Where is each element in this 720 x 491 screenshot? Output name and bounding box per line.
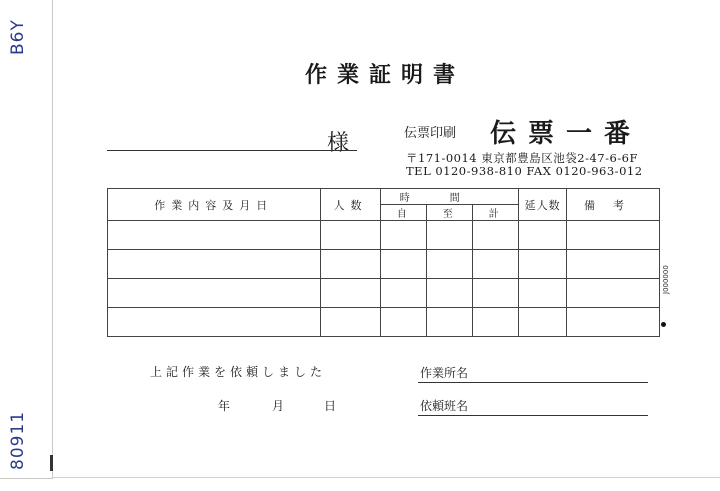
form-code-top: B6Y [8, 19, 28, 55]
table-row [108, 279, 660, 308]
cell-to[interactable] [427, 250, 473, 279]
header-work-content: 作業内容及月日 [108, 189, 321, 221]
cell-people[interactable] [320, 308, 381, 337]
serial-number: J000000 [662, 265, 670, 294]
serial-dot [661, 322, 666, 327]
table-row [108, 221, 660, 250]
cell-man-count[interactable] [519, 221, 567, 250]
cell-man-count[interactable] [519, 279, 567, 308]
header-time: 時間 [381, 189, 519, 205]
cell-to[interactable] [427, 308, 473, 337]
cell-man-count[interactable] [519, 308, 567, 337]
cell-remarks[interactable] [567, 308, 660, 337]
table-row [108, 308, 660, 337]
cell-to[interactable] [427, 221, 473, 250]
header-time-to: 至 [427, 205, 473, 221]
header-time-from: 自 [381, 205, 427, 221]
header-remarks: 備考 [567, 189, 660, 221]
cell-from[interactable] [381, 250, 427, 279]
header-time-total: 計 [473, 205, 519, 221]
cell-total[interactable] [473, 308, 519, 337]
form-title: 作業証明書 [304, 62, 465, 88]
form-code-bottom: 80911 [8, 410, 28, 470]
cell-total[interactable] [473, 250, 519, 279]
issuer-address: 〒171-0014 東京都豊島区池袋2-47-6-6F [406, 151, 638, 165]
issuer-label: 伝票印刷 [404, 126, 457, 141]
header-man-count: 延人数 [519, 189, 567, 221]
work-site-label: 作業所名 [420, 366, 469, 380]
cell-content[interactable] [108, 221, 321, 250]
strip-tick-mark [50, 455, 53, 471]
issuer-name: 伝票一番 [490, 119, 643, 149]
cell-content[interactable] [108, 279, 321, 308]
date-day-label: 日 [324, 399, 337, 413]
requesting-team-line[interactable] [418, 415, 648, 416]
cell-total[interactable] [473, 221, 519, 250]
header-people: 人数 [320, 189, 381, 221]
cell-people[interactable] [320, 221, 381, 250]
cell-from[interactable] [381, 308, 427, 337]
work-table [107, 188, 660, 337]
issuer-phones: TEL 0120-938-810 FAX 0120-963-012 [406, 164, 643, 178]
cell-remarks[interactable] [567, 221, 660, 250]
cell-remarks[interactable] [567, 250, 660, 279]
cell-remarks[interactable] [567, 279, 660, 308]
honorific-sama: 様 [327, 131, 350, 156]
cell-content[interactable] [108, 250, 321, 279]
addressee-line [107, 150, 357, 151]
cell-content[interactable] [108, 308, 321, 337]
requesting-team-label: 依頼班名 [420, 399, 469, 413]
cell-total[interactable] [473, 279, 519, 308]
page-bottom-edge [52, 477, 720, 478]
date-month-label: 月 [272, 399, 285, 413]
cell-people[interactable] [320, 250, 381, 279]
binding-margin-strip [0, 0, 53, 479]
cell-from[interactable] [381, 279, 427, 308]
cell-man-count[interactable] [519, 250, 567, 279]
date-year-label: 年 [218, 399, 231, 413]
cell-people[interactable] [320, 279, 381, 308]
cell-to[interactable] [427, 279, 473, 308]
work-site-line[interactable] [418, 382, 648, 383]
cell-from[interactable] [381, 221, 427, 250]
table-row [108, 250, 660, 279]
request-statement: 上記作業を依頼しました [150, 365, 327, 379]
